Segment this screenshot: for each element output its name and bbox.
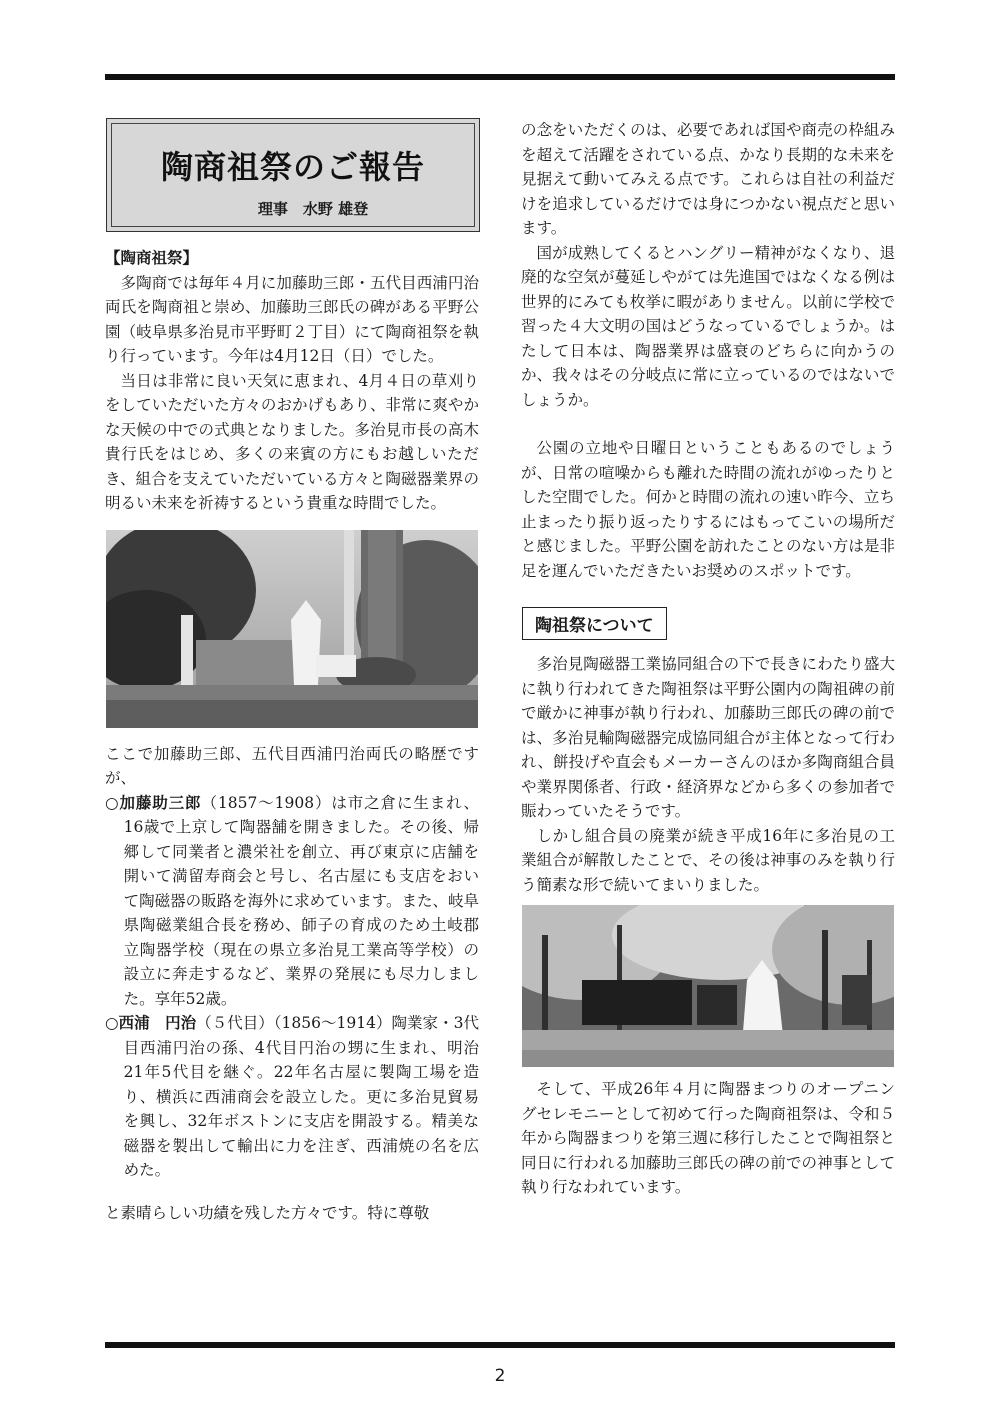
paragraph: 多陶商では毎年４月に加藤助三郎・五代目西浦円治両氏を陶商祖と崇め、加藤助三郎氏の碑がある平野公園（岐阜県多治見市平野町２丁目）にて陶商祖祭を執り行っています。今年は4月12日（日）でした。 <box>105 273 479 365</box>
paragraph: しかし組合員の廃業が続き平成16年に多治見の工業組合が解散したことで、その後は神事のみを執り行う簡素な形で続いてまいりました。 <box>521 826 895 894</box>
right-column <box>521 118 895 1200</box>
paragraph: そして、平成26年４月に陶器まつりのオープニングセレモニーとして初めて行った陶商祖祭は、令和５年から陶器まつりを第三週に移行したことで陶祖祭と同日に行われる加藤助三郎氏の碑の前での神事として執り行なわれています。 <box>521 1080 895 1196</box>
section-heading-tososai: 陶祖祭について <box>522 607 667 640</box>
bio2-name: 西浦 円治 <box>118 1014 197 1032</box>
paragraph: 国が成熟してくるとハングリー精神がなくなり、退廃的な空気が蔓延しやがては先進国ではなくなる例は世界的にみても枚挙に暇がありません。以前に学校で習った４大文明の国はどうなっているでしょうか。はたして日本は、陶器業界は盛衰のどちらに向かうのか、我々はその分岐点に常に立っているのではないでしょうか。 <box>521 243 895 409</box>
closing-paragraph: と素晴らしい功績を残した方々です。特に尊敬 <box>105 1203 430 1222</box>
bio-kato-sukesaburo: ○加藤助三郎（1857～1908）は市之倉に生まれ、16歳で上京して陶器舗を開きました。その後、帰郷して同業者と濃栄社を創立、再び東京に店舗を開いて満留寿商会と号し、名古屋にも支店をおいて陶磁器の販路を海外に求めています。また、岐阜県陶磁業組合長を務め、師子の育成のため土岐郡立陶器学校（現在の県立多治見工業高等学校）の設立に奔走するなど、業界の発展にも尽力しました。享年52歳。 <box>105 793 479 1008</box>
author-line: 理事 水野 雄登 <box>257 200 369 218</box>
page-number: 2 <box>494 1366 506 1386</box>
title-box <box>106 118 480 232</box>
top-rule <box>105 74 895 80</box>
paragraph: 当日は非常に良い天気に恵まれ、4月４日の草刈りをしていただいた方々のおかげもあり、非常に爽やかな天候の中での式典となりました。多治見市長の高木貴行氏をはじめ、多くの来賓の方にもお越しいただき、組合を支えていただいている方々と陶磁器業界の明るい未来を祈祷するという貴重な時間でした。 <box>105 371 479 512</box>
section-heading-tosho-sosai: 【陶商祖祭】 <box>105 249 199 267</box>
paragraph-continued: の念をいただくのは、必要であれば国や商売の枠組みを超えて活躍をされている点、かなり長期的な未来を見据えて動いてみえる点です。これらは自社の利益だけを追求しているだけでは身につかない視点だと思います。 <box>521 121 895 237</box>
ceremony-photo-2-image <box>522 905 894 1067</box>
paragraph: 多治見陶磁器工業協同組合の下で長きにわたり盛大に執り行われてきた陶祖祭は平野公園内の陶祖碑の前で厳かに神事が執り行われ、加藤助三郎氏の碑の前では、多治見輸陶磁器完成協同組合が主体となって行われ、餅投げや直会もメーカーさんのほか多陶商組合員や業界関係者、行政・経済界などから多くの参加者で賑わっていたそうです。 <box>521 655 895 820</box>
ceremony-photo-2 <box>522 905 895 1067</box>
paragraph: 公園の立地や日曜日ということもあるのでしょうが、日常の喧噪からも離れた時間の流れがゆったりとした空間でした。何かと時間の流れの速い昨今、立ち止まったり振り返ったりするにはもってこいの場所だと感じました。平野公園を訪れたことのない方は是非足を運んでいただきたいお奨めのスポットです。 <box>521 439 895 580</box>
left-column <box>105 118 479 1225</box>
bio1-name: 加藤助三郎 <box>119 793 202 812</box>
ceremony-photo-1 <box>106 530 479 728</box>
bio-intro: ここで加藤助三郎、五代目西浦円治両氏の略歴ですが、 <box>105 744 479 787</box>
page-title: 陶商祖祭のご報告 <box>160 148 425 186</box>
bio-nishiura-enji: ○西浦 円治（５代目）（1856～1914）陶業家・3代目西浦円治の孫、4代目円治の甥に生まれ、明治21年5代目を継ぐ。22年名古屋に製陶工場を造り、横浜に西浦商会を設立した。更に多治見貿易を興し、32年ボストンに支店を開設する。精美な磁器を製出して輸出に力を注ぎ、西浦焼の名を広めた。 <box>105 1014 479 1179</box>
bottom-rule <box>105 1342 895 1348</box>
bio2-text: （５代目）（1856～1914）陶業家・3代目西浦円治の孫、4代目円治の甥に生まれ、明治21年5代目を継ぐ。22年名古屋に製陶工場を造り、横浜に西浦商会を設立した。更に多治見貿易を興し、32年ボストンに支店を開設する。精美な磁器を製出して輸出に力を注ぎ、西浦焼の名を広めた。 <box>123 1014 479 1179</box>
ceremony-photo-1-image <box>106 530 478 728</box>
bio1-text: （1857～1908）は市之倉に生まれ、16歳で上京して陶器舗を開きました。その後、帰郷して同業者と濃栄社を創立、再び東京に店舗を開いて満留寿商会と号し、名古屋にも支店をおいて陶磁器の販路を海外に求めています。また、岐阜県陶磁業組合長を務め、師子の育成のため土岐郡立陶器学校（現在の県立多治見工業高等学校）の設立に奔走するなど、業界の発展にも尽力しました。享年52歳。 <box>123 793 479 1008</box>
